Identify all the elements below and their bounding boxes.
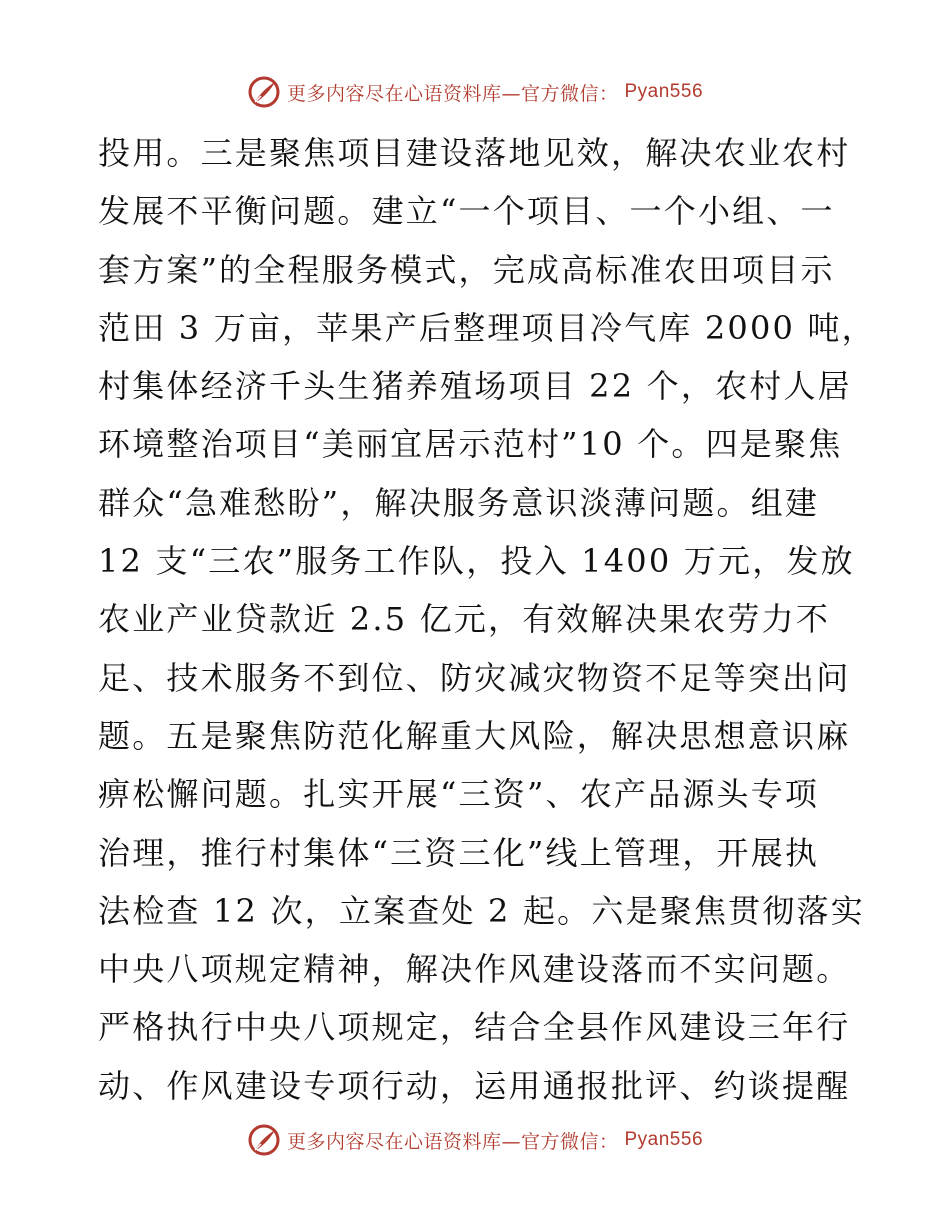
text-line: 12 支“三农”服务工作队，投入 1400 万元，发放 — [98, 542, 855, 581]
text-line: 题。五是聚焦防范化解重大风险，解决思想意识麻 — [98, 716, 851, 755]
watermark-wechat-id: Pyan556 — [624, 81, 704, 102]
text-line: 足、技术服务不到位、防灾减灾物资不足等突出问 — [98, 658, 851, 697]
text-line: 严格执行中央八项规定，结合全县作风建设三年行 — [98, 1008, 851, 1047]
text-line: 投用。三是聚焦项目建设落地见效，解决农业农村 — [98, 134, 851, 172]
text-line: 发展不平衡问题。建立“一个项目、一个小组、一 — [98, 192, 835, 231]
text-line: 套方案”的全程服务模式，完成高标准农田项目示 — [98, 250, 835, 289]
watermark-wechat-id: Pyan556 — [624, 1129, 704, 1150]
text-line: 治理，推行村集体“三资三化”线上管理，开展执 — [98, 833, 820, 872]
text-line: 痹松懈问题。扎实开展“三资”、农产品源头专项 — [98, 775, 820, 814]
text-line: 中央八项规定精神，解决作风建设落而不实问题。 — [98, 950, 851, 989]
text-line: 法检查 12 次，立案查处 2 起。六是聚焦贯彻落实 — [98, 891, 865, 930]
text-line: 动、作风建设专项行动，运用通报批评、约谈提醒 — [98, 1066, 851, 1105]
feather-pen-logo-icon — [247, 1123, 281, 1157]
text-line: 村集体经济千头生猪养殖场项目 22 个，农村人居 — [98, 367, 852, 406]
document-body — [98, 124, 876, 1115]
text-line: 范田 3 万亩，苹果产后整理项目冷气库 2000 吨， — [98, 308, 876, 347]
feather-pen-logo-icon — [247, 75, 281, 109]
text-line: 群众“急难愁盼”，解决服务意识淡薄问题。组建 — [98, 483, 820, 522]
header-watermark — [0, 72, 950, 112]
text-line: 农业产业贷款近 2.5 亿元，有效解决果农劳力不 — [98, 600, 831, 639]
text-line: 环境整治项目“美丽宜居示范村”10 个。四是聚焦 — [98, 425, 843, 464]
watermark-text: 更多内容尽在心语资料库—官方微信： — [286, 1130, 619, 1153]
footer-watermark — [0, 1120, 950, 1160]
watermark-text: 更多内容尽在心语资料库—官方微信： — [286, 82, 619, 105]
